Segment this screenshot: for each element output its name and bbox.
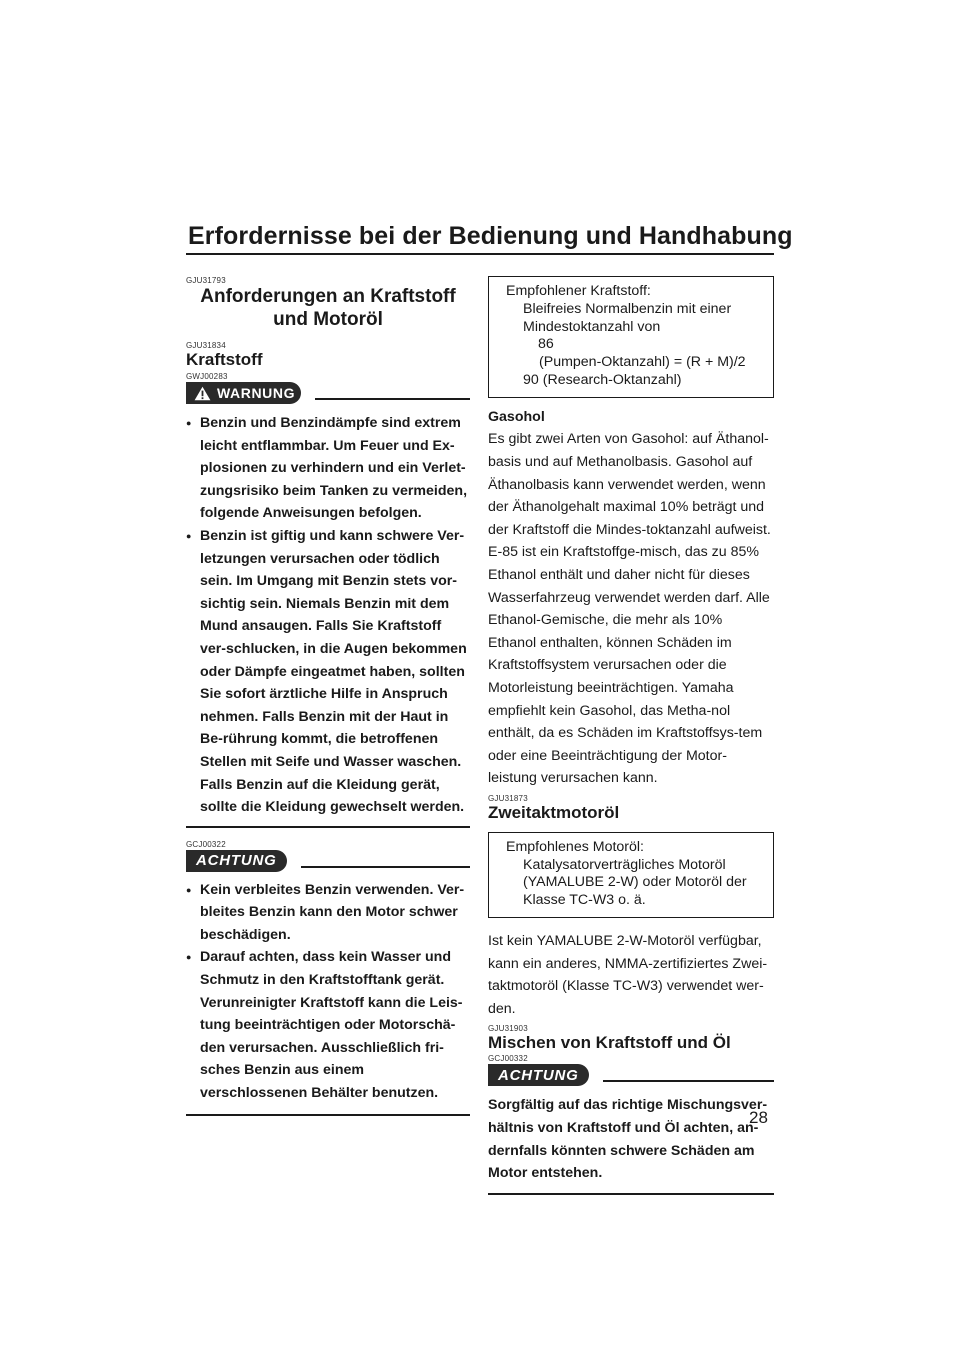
fuel-spec-line: 86 bbox=[538, 336, 554, 353]
warning-label: WARNUNG bbox=[217, 385, 296, 401]
gasohol-text: Es gibt zwei Arten von Gasohol: auf Äthanol-basis und auf Methanolbasis. Gasohol auf Äthanolbasis kann verwendet werden, wenn der Äthanolgehalt maximal 10% beträgt und der Kraftstoff die Mindes-toktanzahl aufweist. E-85 ist ein Kraftstoffge-misch, das zu 85% Ethanol enthält und daher nicht für dieses Wasserfahrzeug verwendet werden darf. Alle Ethanol-Gemische, die mehr als 10% Ethanol enthalten, können Schäden im Kraftstoffsystem verursachen oder die Motorleistung beeinträchtigen. Yamaha empfiehlt kein Gasohol, das Metha-nol enthält, da es Schäden im Kraftstoffsys-tem oder eine Beeinträchtigung der Motor-leistung verursachen kann. bbox=[488, 431, 771, 787]
oil-title: Zweitaktmotoröl bbox=[488, 802, 620, 822]
warning-item: ● Benzin ist giftig und kann schwere Ver-letzungen verursachen oder tödlich sein. Im Umgang mit Benzin stets vor-sichtig sein. Niemals Benzin mit dem Mund ansaugen. Falls Sie Kraftstoff ver-schlucken, in die Augen bekommen oder Dämpfe eingeatmet haben, sollten Sie sofort ärztliche Hilfe in Anspruch nehmen. Falls Benzin mit der Haut in Be-rührung kommt, die betroffenen Stellen mit Seife und Wasser waschen. Falls Benzin auf die Kleidung gerät, sollte die Kleidung gewechselt werden. bbox=[186, 525, 470, 819]
mix-caution-code: GCJ00332 bbox=[488, 1054, 528, 1064]
mix-title: Mischen von Kraftstoff und Öl bbox=[488, 1033, 731, 1053]
mix-caution-rule bbox=[603, 1080, 774, 1082]
caution-bottom-rule bbox=[186, 1114, 470, 1116]
oil-spec-line: (YAMALUBE 2-W) oder Motoröl der bbox=[523, 874, 747, 891]
mix-caution-bottom-rule bbox=[488, 1193, 774, 1195]
caution-item: ● Darauf achten, dass kein Wasser und Schmutz in den Kraftstofftank gerät. Verunreinigter Kraftstoff kann die Leis-tung beeinträchtigen oder Motorschä-den verursachen. Ausschließlich fri-sches Benzin aus einem verschlossenen Behälter benutzen. bbox=[186, 946, 470, 1104]
caution-header bbox=[186, 850, 470, 872]
warning-code: GWJ00283 bbox=[186, 372, 228, 381]
kraftstoff-code: GJU31834 bbox=[186, 341, 226, 350]
warning-rule bbox=[315, 398, 470, 400]
gasohol-title: Gasohol bbox=[488, 408, 545, 425]
oil-text: Ist kein YAMALUBE 2-W-Motoröl verfügbar, kann ein anderes, NMMA-zertifiziertes Zwei-taktmotoröl (Klasse TC-W3) verwendet wer-den. bbox=[488, 933, 768, 1017]
caution-list bbox=[186, 879, 470, 1105]
kraftstoff-title: Kraftstoff bbox=[186, 350, 263, 369]
fuel-spec-line: Bleifreies Normalbenzin mit einer bbox=[523, 300, 732, 317]
page-number: 28 bbox=[749, 1108, 768, 1127]
caution-item: ● Kein verbleites Benzin verwenden. Ver-bleites Benzin kann den Motor schwer beschädigen. bbox=[186, 879, 470, 947]
mix-caution-text: Sorgfältig auf das richtige Mischungsver-hältnis von Kraftstoff und Öl achten, an-dernfalls könnten schwere Schäden am Motor entstehen. bbox=[488, 1097, 768, 1182]
fuel-spec-line: 90 (Research-Oktanzahl) bbox=[523, 371, 682, 388]
oil-spec-line: Klasse TC-W3 o. ä. bbox=[523, 892, 646, 909]
fuel-spec-box bbox=[488, 276, 774, 398]
oil-spec-label: Empfohlenes Motoröl: bbox=[506, 838, 645, 855]
warning-badge bbox=[186, 382, 301, 404]
mix-caution-header bbox=[488, 1064, 774, 1086]
warning-header bbox=[186, 382, 470, 404]
fuel-spec-line: (Pumpen-Oktanzahl) = (R + M)/2 bbox=[539, 354, 746, 371]
page-header-title: Erfordernisse bei der Bedienung und Handhabung bbox=[188, 222, 793, 250]
mix-caution-badge: ACHTUNG bbox=[488, 1064, 589, 1086]
oil-spec-line: Katalysatorverträgliches Motoröl bbox=[523, 856, 726, 873]
left-column bbox=[186, 276, 470, 1116]
warning-item: ● Benzin und Benzindämpfe sind extrem leicht entflammbar. Um Feuer und Ex-plosionen zu verhindern und ein Verlet-zungsrisiko beim Tanken zu vermeiden, folgende Anweisungen befolgen. bbox=[186, 412, 470, 525]
mix-code: GJU31903 bbox=[488, 1024, 528, 1034]
caution-code: GCJ00322 bbox=[186, 839, 226, 849]
right-column bbox=[488, 276, 774, 1195]
section-title-line1: Anforderungen an Kraftstoff bbox=[200, 286, 456, 307]
oil-code: GJU31873 bbox=[488, 793, 528, 803]
section-title-line2: und Motoröl bbox=[273, 309, 383, 330]
warning-triangle-icon bbox=[194, 386, 211, 401]
header-rule bbox=[186, 253, 774, 255]
caution-badge: ACHTUNG bbox=[186, 850, 287, 872]
warning-bottom-rule bbox=[186, 826, 470, 828]
warning-list bbox=[186, 412, 470, 819]
caution-rule bbox=[301, 866, 470, 868]
fuel-spec-label: Empfohlener Kraftstoff: bbox=[506, 283, 651, 299]
section-code: GJU31793 bbox=[186, 276, 226, 285]
fuel-spec-line: Mindestoktanzahl von bbox=[523, 318, 661, 335]
oil-spec-box bbox=[488, 832, 774, 918]
